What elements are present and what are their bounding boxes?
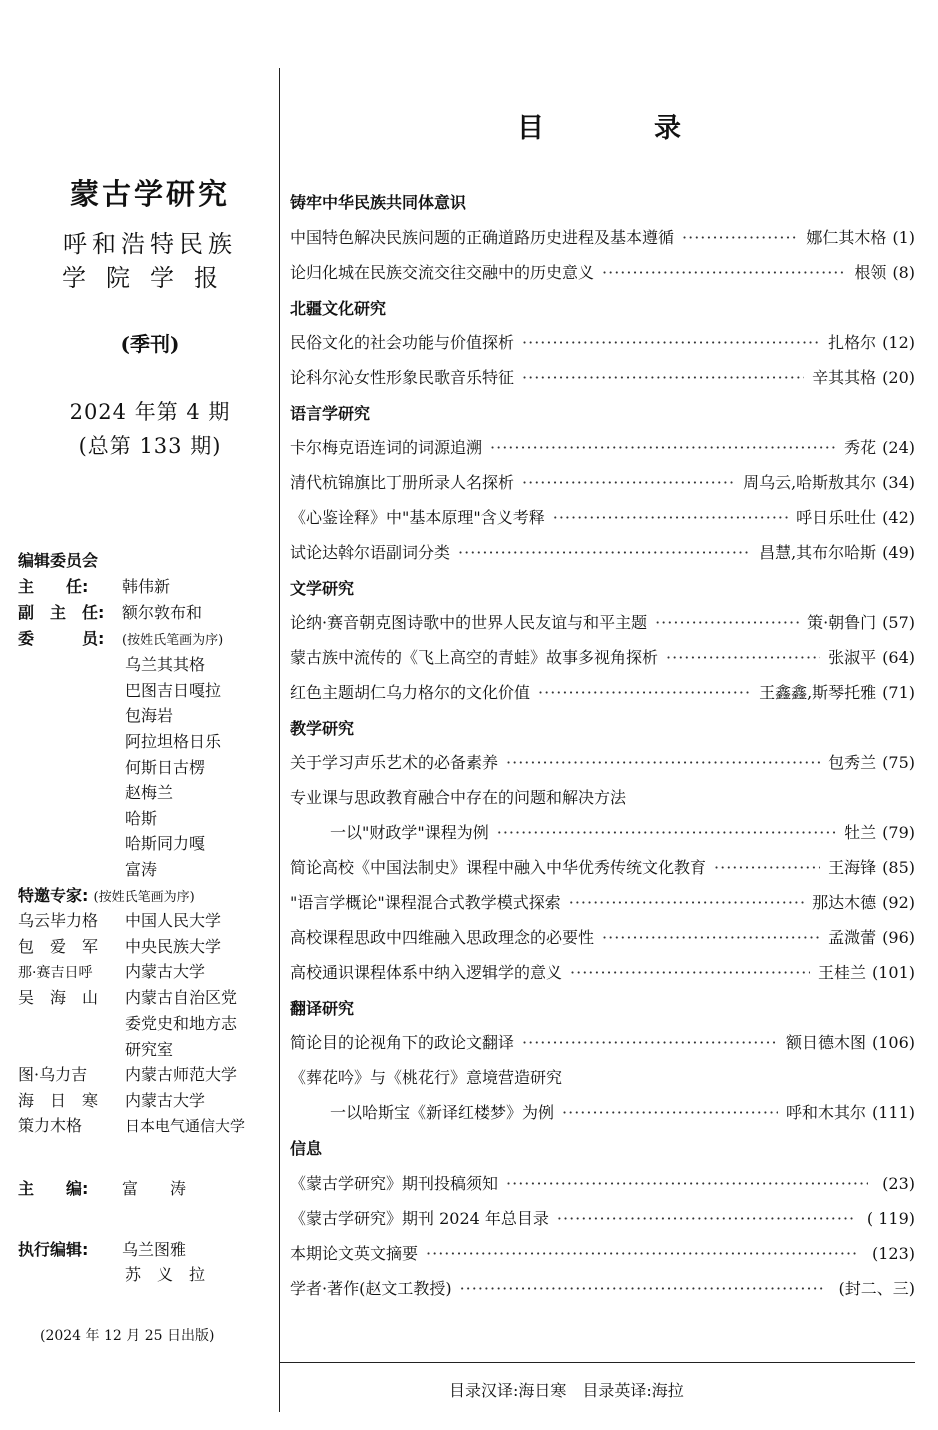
toc-entry[interactable]: "语言学概论"课程混合式教学模式探索 ····· 那达木德 (92) bbox=[290, 890, 915, 913]
toc-entry[interactable]: 卡尔梅克语连词的词源追溯 ····· 秀花 (24) bbox=[290, 435, 915, 458]
toc-entry[interactable]: 试论达斡尔语副词分类 ····· 昌慧,其布尔哈斯 (49) bbox=[290, 540, 915, 563]
member-name: 何斯日古楞 bbox=[125, 758, 206, 777]
deputy-label: 副 主 任: bbox=[18, 603, 105, 622]
toc-entry[interactable]: 蒙古族中流传的《飞上高空的青蛙》故事多视角探析 ····· 张淑平 (64) bbox=[290, 645, 915, 668]
board-heading: 编辑委员会 bbox=[18, 551, 99, 570]
toc-entry[interactable]: 论归化城在民族交流交往交融中的历史意义 ····· 根领 (8) bbox=[290, 260, 915, 283]
toc-entry[interactable]: 中国特色解决民族问题的正确道路历史进程及基本遵循 ····· 娜仁其木格 (1) bbox=[290, 225, 915, 248]
expert-row: 海 日 寒 内蒙古大学 bbox=[18, 1091, 206, 1110]
expert-row: 策力木格 日本电气通信大学 bbox=[18, 1116, 246, 1135]
journal-issue: 2024 年第 4 期 bbox=[69, 400, 231, 424]
director-line bbox=[18, 576, 170, 598]
journal-name: 蒙古学研究 bbox=[69, 177, 230, 211]
toc-entry[interactable]: 红色主题胡仁乌力格尔的文化价值 ····· 王鑫鑫,斯琴托雅 (71) bbox=[290, 680, 915, 703]
exec-editor-name-2: 苏 义 拉 bbox=[125, 1265, 206, 1284]
footer-rule bbox=[279, 1362, 915, 1363]
toc-entry[interactable]: 清代杭锦旗比丁册所录人名探析 ····· 周乌云,哈斯敖其尔 (34) bbox=[290, 470, 915, 493]
toc-entry-subtitle[interactable]: 一以"财政学"课程为例 ····· 牡兰 (79) bbox=[330, 820, 915, 843]
toc-entry[interactable]: 《心鉴诠释》中"基本原理"含义考释 ····· 呼日乐吐仕 (42) bbox=[290, 505, 915, 528]
toc-entry[interactable]: 专业课与思政教育融合中存在的问题和解决方法 bbox=[290, 788, 627, 807]
member-name: 富涛 bbox=[125, 860, 158, 879]
member-name: 包海岩 bbox=[125, 706, 174, 725]
expert-row: 委党史和地方志 bbox=[125, 1014, 238, 1033]
expert-row: 吴 海 山 内蒙古自治区党 bbox=[18, 988, 238, 1007]
toc-entry[interactable]: 简论高校《中国法制史》课程中融入中华优秀传统文化教育 ····· 王海锋 (85) bbox=[290, 855, 915, 878]
toc-entry[interactable]: 本期论文英文摘要 ····· (123) bbox=[290, 1241, 915, 1264]
member-name: 巴图吉日嘎拉 bbox=[125, 681, 222, 700]
chief-editor-name: 富 涛 bbox=[122, 1179, 187, 1198]
expert-row: 包 爱 军 中央民族大学 bbox=[18, 937, 222, 956]
chief-editor-label: 主 编: bbox=[18, 1179, 89, 1198]
deputy-line bbox=[18, 602, 202, 624]
toc-entry-subtitle[interactable]: 一以哈斯宝《新译红楼梦》为例 ····· 呼和木其尔 (111) bbox=[330, 1100, 915, 1123]
toc-entry[interactable]: 高校课程思政中四维融入思政理念的必要性 ····· 孟溦蕾 (96) bbox=[290, 925, 915, 948]
toc-entry[interactable]: 简论目的论视角下的政论文翻译 ····· 额日德木图 (106) bbox=[290, 1030, 915, 1053]
exec-editor-line bbox=[18, 1239, 186, 1261]
toc-section-heading: 语言学研究 bbox=[290, 404, 371, 423]
director-name: 韩伟新 bbox=[122, 577, 171, 596]
toc-entry[interactable]: 民俗文化的社会功能与价值探析 ····· 扎格尔 (12) bbox=[290, 330, 915, 353]
toc-section-heading: 铸牢中华民族共同体意识 bbox=[290, 193, 467, 212]
toc-section-heading: 北疆文化研究 bbox=[290, 299, 387, 318]
expert-row: 图·乌力吉 内蒙古师范大学 bbox=[18, 1065, 238, 1084]
director-label: 主 任: bbox=[18, 577, 89, 596]
expert-row: 那·赛吉日呼 内蒙古大学 bbox=[18, 962, 206, 981]
journal-total-issue: (总第 133 期) bbox=[78, 434, 222, 458]
toc-title: 目录 bbox=[517, 113, 791, 144]
chief-editor-line bbox=[18, 1178, 186, 1200]
member-name: 乌兰其其格 bbox=[125, 655, 206, 674]
journal-frequency: (季刊) bbox=[120, 332, 180, 356]
masthead-column bbox=[0, 0, 279, 1430]
deputy-name: 额尔敦布和 bbox=[122, 603, 203, 622]
toc-translators: 目录汉译:海日寒 目录英译:海拉 bbox=[449, 1381, 684, 1400]
toc-section-heading: 信息 bbox=[290, 1139, 323, 1158]
experts-line bbox=[18, 885, 195, 909]
toc-section-heading: 翻译研究 bbox=[290, 999, 355, 1018]
publish-date: (2024 年 12 月 25 日出版) bbox=[40, 1328, 215, 1344]
toc-entry[interactable]: 学者·著作(赵文工教授) ····· (封二、三) bbox=[290, 1276, 915, 1299]
experts-label: 特邀专家: bbox=[18, 886, 89, 905]
members-label: 委 员: bbox=[18, 629, 105, 648]
exec-editor-name: 乌兰图雅 bbox=[122, 1240, 187, 1259]
toc-entry[interactable]: 论纳·赛音朝克图诗歌中的世界人民友谊与和平主题 ····· 策·朝鲁门 (57) bbox=[290, 610, 915, 633]
toc-section-heading: 文学研究 bbox=[290, 579, 355, 598]
toc-entry[interactable]: 《蒙古学研究》期刊投稿须知 ····· (23) bbox=[290, 1171, 915, 1194]
toc-entry[interactable]: 论科尔沁女性形象民歌音乐特征 ····· 辛其其格 (20) bbox=[290, 365, 915, 388]
toc-entry[interactable]: 《蒙古学研究》期刊 2024 年总目录 ····· ( 119) bbox=[290, 1206, 915, 1229]
members-line bbox=[18, 628, 223, 652]
journal-subtitle-2: 学院学报 bbox=[62, 264, 238, 292]
member-name: 阿拉坦格日乐 bbox=[125, 732, 222, 751]
exec-editor-label: 执行编辑: bbox=[18, 1240, 89, 1259]
member-name: 哈斯同力嘎 bbox=[125, 834, 206, 853]
expert-row: 研究室 bbox=[125, 1040, 174, 1059]
members-note: (按姓氏笔画为序) bbox=[122, 633, 224, 648]
journal-subtitle-1: 呼和浩特民族 bbox=[63, 230, 237, 258]
toc-entry[interactable]: 关于学习声乐艺术的必备素养 ····· 包秀兰 (75) bbox=[290, 750, 915, 773]
toc-section-heading: 教学研究 bbox=[290, 719, 355, 738]
toc-entry[interactable]: 高校通识课程体系中纳入逻辑学的意义 ····· 王桂兰 (101) bbox=[290, 960, 915, 983]
expert-row: 乌云毕力格 中国人民大学 bbox=[18, 911, 222, 930]
member-name: 哈斯 bbox=[125, 809, 158, 828]
member-name: 赵梅兰 bbox=[125, 783, 174, 802]
toc-entry[interactable]: 《葬花吟》与《桃花行》意境营造研究 bbox=[290, 1068, 563, 1087]
experts-note: (按姓氏笔画为序) bbox=[93, 890, 195, 905]
